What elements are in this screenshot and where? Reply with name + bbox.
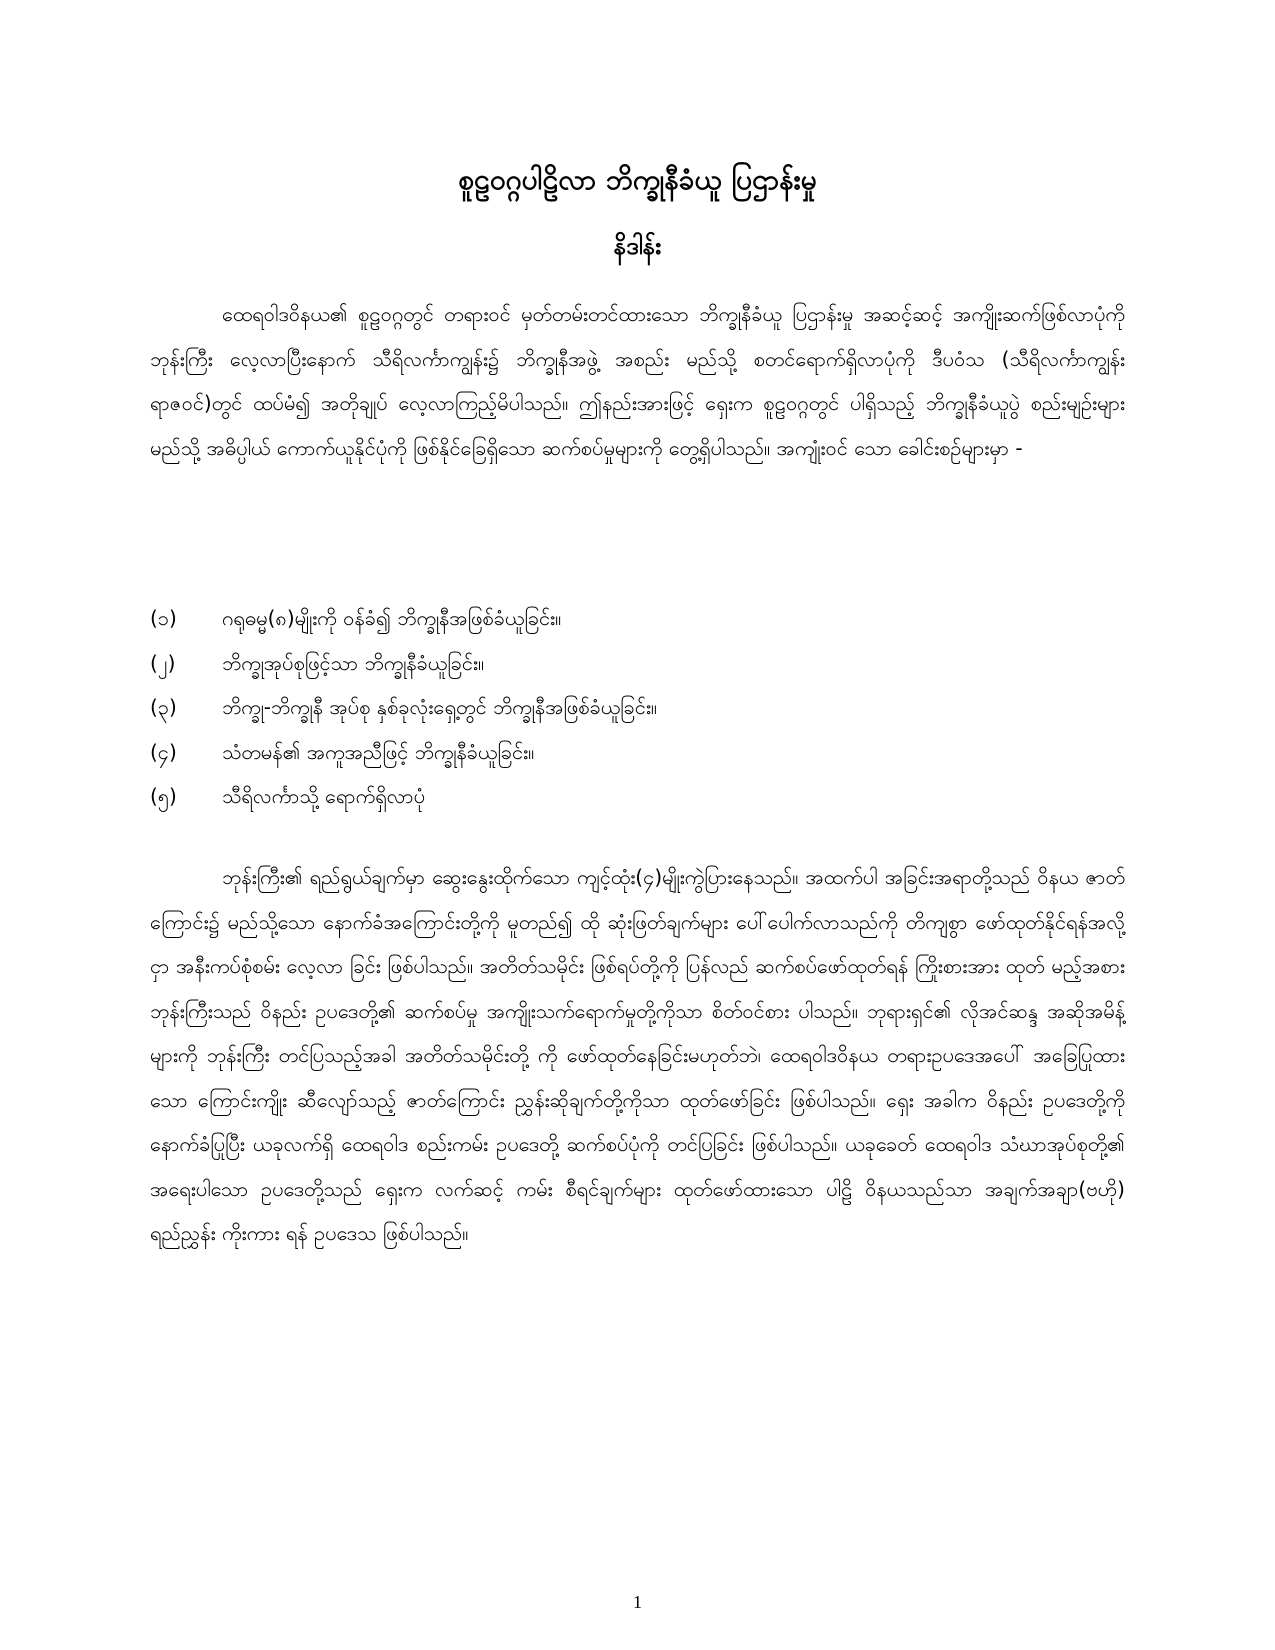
section-heading: နိဒါန်း bbox=[613, 232, 662, 260]
list-item-text: ဘိက္ခုအုပ်စုဖြင့်သာ ဘိက္ခုနီခံယူခြင်း။ bbox=[222, 650, 485, 675]
body-paragraph: ဘုန်းကြီး၏ ရည်ရွယ်ချက်မှာ ဆွေးနွေးထိုက်သော ကျင့်ထုံး(၄)မျိုးကွဲပြားနေသည်။ အထက်ပါ အခြင်းအရာတို့သည် ဝိနယ ဇာတ်ကြောင်း၌ မည်သို့သော နောက်ခံအကြောင်းတို့ကို မူတည်၍ ထို ဆုံးဖြတ်ချက်များ ပေါ်ပေါက်လာသည်ကို တိကျစွာ ဖော်ထုတ်နိုင်ရန်အလို့ငှာ အနီးကပ်စုံစမ်း လေ့လာ ခြင်း ဖြစ်ပါသည်။ အတိတ်သမိုင်း ဖြစ်ရပ်တို့ကို ပြန်လည် ဆက်စပ်ဖော်ထုတ်ရန် ကြိုးစားအား ထုတ် မည့်အစား ဘုန်းကြီးသည် ဝိနည်း ဥပဒေတို့၏ ဆက်စပ်မှု အကျိုးသက်ရောက်မှုတို့ကိုသာ စိတ်ဝင်စား ပါသည်။ ဘုရားရှင်၏ လိုအင်ဆန္ဒ အဆိုအမိန့်များကို ဘုန်းကြီး တင်ပြသည့်အခါ အတိတ်သမိုင်းတို့ ကို ဖော်ထုတ်နေခြင်းမဟုတ်ဘဲ၊ ထေရဝါဒဝိနယ တရားဥပဒေအပေါ် အခြေပြုထားသော ကြောင်းကျိုး ဆီလျော်သည့် ဇာတ်ကြောင်း ညွှန်းဆိုချက်တို့ကိုသာ ထုတ်ဖော်ခြင်း ဖြစ်ပါသည်။ ရှေး အခါက ဝိနည်း ဥပဒေတို့ကို နောက်ခံပြုပြီး ယခုလက်ရှိ ထေရဝါဒ စည်းကမ်း ဥပဒေတို့ ဆက်စပ်ပုံကို တင်ပြခြင်း ဖြစ်ပါသည်။ ယခုခေတ် ထေရဝါဒ သံဃာအုပ်စုတို့၏ အရေးပါသော ဥပဒေတို့သည် ရှေးက လက်ဆင့် ကမ်း စီရင်ချက်များ ထုတ်ဖော်ထားသော ပါဠိ ဝိနယသည်သာ အချက်အချာ(ဗဟို) ရည်ညွှန်း ကိုးကား ရန် ဥပဒေသ ဖြစ်ပါသည်။ bbox=[150, 865, 1125, 1245]
list-item bbox=[150, 774, 1125, 819]
list-item bbox=[150, 596, 1125, 641]
intro-paragraph: ထေရဝါဒဝိနယ၏ စူဠဝဂ္ဂတွင် တရားဝင် မှတ်တမ်းတင်ထားသော ဘိက္ခုနီခံယူ ပြဌာန်းမှု အဆင့်ဆင့် အကျိုးဆက်ဖြစ်လာပုံကို ဘုန်းကြီး လေ့လာပြီးနောက် သီရိလင်္ကာကျွန်း၌ ဘိက္ခုနီအဖွဲ့ အစည်း မည်သို့ စတင်ရောက်ရှိလာပုံကို ဒီပဝံသ (သီရိလင်္ကာကျွန်း ရာဇဝင်)တွင် ထပ်မံ၍ အတိုချုပ် လေ့လာကြည့်မိပါသည်။ ဤနည်းအားဖြင့် ရှေးက စူဠဝဂ္ဂတွင် ပါရှိသည့် ဘိက္ခုနီခံယူပွဲ စည်းမျဉ်းများ မည်သို့ အဓိပ္ပါယ် ကောက်ယူနိုင်ပုံကို ဖြစ်နိုင်ခြေရှိသော ဆက်စပ်မှုများကို တွေ့ရှိပါသည်။ အကျုံးဝင် သော ခေါင်းစဉ်များမှာ - bbox=[150, 302, 1126, 460]
list-item-number: (၃) bbox=[150, 695, 177, 719]
list-item bbox=[150, 641, 1125, 686]
list-item-number: (၄) bbox=[150, 739, 177, 764]
list-item-text: သံတမန်၏ အကူအညီဖြင့် ဘိက္ခုနီခံယူခြင်း။ bbox=[222, 739, 535, 764]
list-item-number: (၁) bbox=[150, 606, 177, 630]
page-number: 1 bbox=[633, 1592, 642, 1612]
list-item bbox=[150, 685, 1125, 730]
list-item-number: (၅) bbox=[150, 784, 177, 808]
list-item-text: ဘိက္ခု-ဘိက္ခုနီ အုပ်စု နှစ်ခုလုံးရှေ့တွင် ဘိက္ခုနီအဖြစ်ခံယူခြင်း။ bbox=[222, 695, 657, 719]
list-item-text: ဂရုဓမ္မ(၈)မျိုးကို ဝန်ခံ၍ ဘိက္ခုနီအဖြစ်ခံယူခြင်း။ bbox=[222, 606, 562, 630]
page-title: စူဠဝဂ္ဂပါဠိလာ ဘိက္ခုနီခံယူ ပြဌာန်းမှု bbox=[458, 163, 817, 196]
list-item-text: သီရိလင်္ကာသို့ ရောက်ရှိလာပုံ bbox=[222, 784, 426, 808]
topic-list bbox=[150, 596, 1125, 819]
list-item-number: (၂) bbox=[150, 650, 176, 675]
list-item bbox=[150, 730, 1125, 775]
